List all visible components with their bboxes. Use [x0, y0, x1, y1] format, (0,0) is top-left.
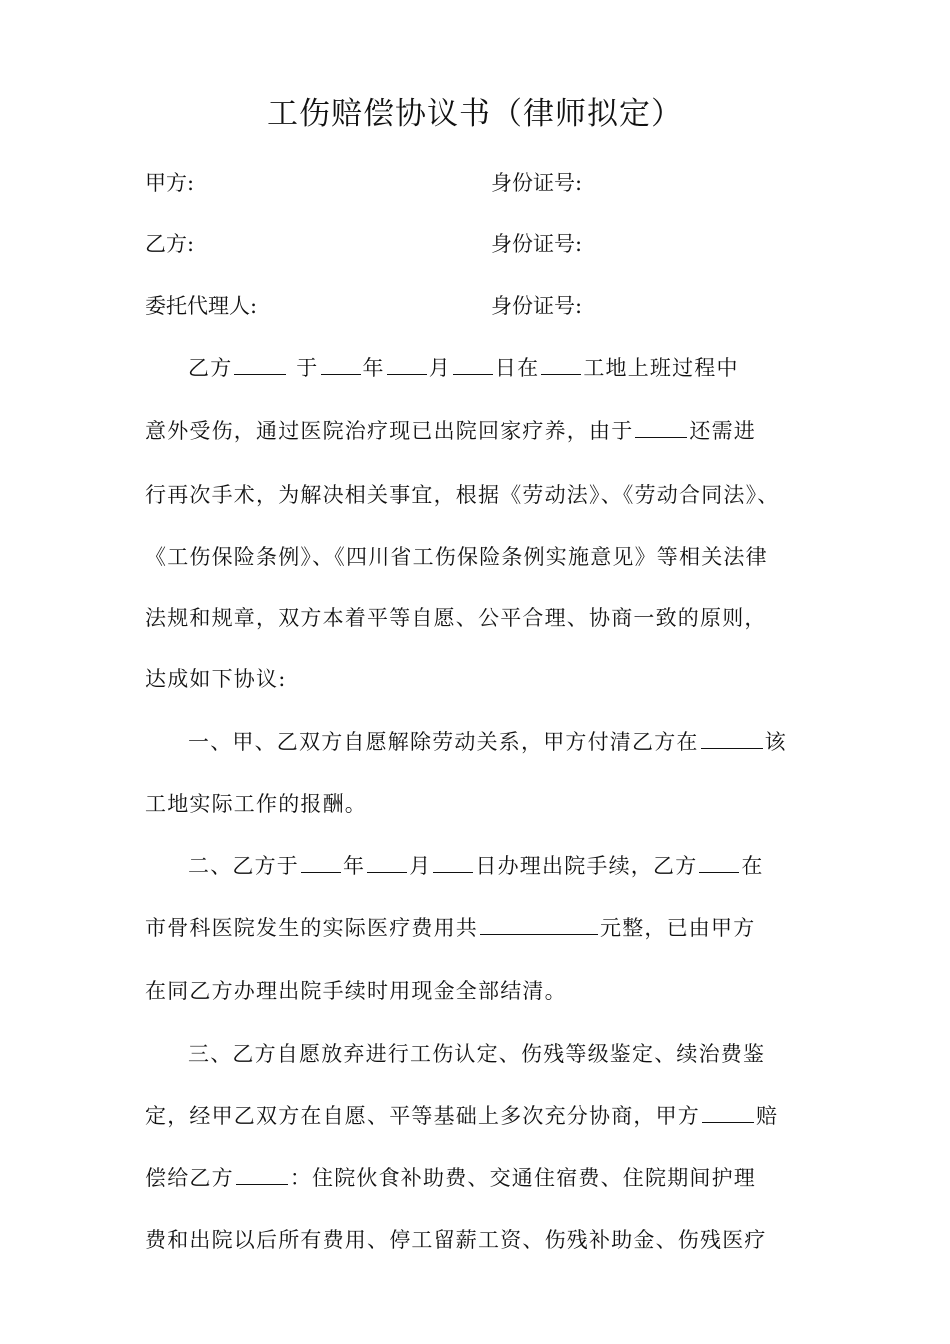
blank-line: [321, 350, 361, 375]
blank-line: [387, 350, 427, 375]
party-b-id-label: 身份证号:: [491, 232, 583, 256]
text-span: 元整，已由甲方: [600, 916, 756, 940]
blank-line: [367, 848, 407, 873]
text-span: 意外受伤，通过医院治疗现已出院回家疗养，由于: [145, 419, 634, 443]
para3-line1: [188, 848, 807, 884]
text-span: 月: [409, 854, 432, 878]
blank-line: [301, 848, 341, 873]
blank-line: [699, 848, 739, 873]
text-span: 定，经甲乙双方在自愿、平等基础上多次充分协商，甲方: [145, 1104, 700, 1128]
party-b-label: 乙方:: [145, 232, 195, 256]
blank-line: [236, 1160, 288, 1185]
text-span: ：住院伙食补助费、交通住宿费、住院期间护理: [289, 1166, 757, 1190]
party-row-a: [145, 165, 805, 201]
para2-line1: [188, 724, 807, 760]
para4-line4: 费和出院以后所有费用、停工留薪工资、伤残补助金、伤残医疗: [145, 1228, 767, 1252]
text-span: 日在: [494, 356, 540, 380]
text-span: 年: [343, 854, 366, 878]
text-span: 一、甲、乙双方自愿解除劳动关系，甲方付清乙方在: [188, 730, 699, 754]
text-span: 二、乙方于: [188, 854, 299, 878]
para3-line3: 在同乙方办理出院手续时用现金全部结清。: [145, 979, 567, 1003]
blank-line: [635, 413, 687, 438]
text-span: 在: [741, 854, 764, 878]
text-span: 该: [764, 730, 787, 754]
party-a-id-label: 身份证号:: [491, 171, 583, 195]
text-span: 日办理出院手续，乙方: [475, 854, 698, 878]
blank-line: [234, 350, 286, 375]
agent-label: 委托代理人:: [145, 294, 258, 318]
para4-line3: [145, 1160, 807, 1196]
para1-line3: 行再次手术，为解决相关事宜，根据《劳动法》、《劳动合同法》、: [145, 483, 780, 507]
para3-line2: [145, 910, 807, 946]
text-span: 还需进: [689, 419, 757, 443]
text-span: 偿给乙方: [145, 1166, 234, 1190]
para1-line1: [188, 350, 807, 386]
para4-line2: [145, 1098, 807, 1134]
para1-line4: 《工伤保险条例》、《四川省工伤保险条例实施意见》等相关法律: [145, 545, 768, 569]
text-span: 年: [362, 356, 385, 380]
para1-line2: [145, 413, 807, 449]
text-span: 工地上班过程中: [583, 356, 739, 380]
para2-line2: 工地实际工作的报酬。: [145, 792, 367, 816]
para4-line1: 三、乙方自愿放弃进行工伤认定、伤残等级鉴定、续治费鉴: [188, 1042, 766, 1066]
blank-line: [453, 350, 493, 375]
blank-line: [541, 350, 581, 375]
party-a-label: 甲方:: [145, 171, 195, 195]
document-title: 工伤赔偿协议书（律师拟定）: [267, 96, 683, 132]
text-span: 月: [428, 356, 451, 380]
agent-id-label: 身份证号:: [491, 294, 583, 318]
text-span: 于: [296, 356, 319, 380]
blank-line: [433, 848, 473, 873]
party-row-agent: [145, 288, 805, 324]
blank-line: [702, 1098, 754, 1123]
blank-line: [701, 724, 763, 749]
para1-line6: 达成如下协议:: [145, 667, 287, 691]
party-row-b: [145, 226, 805, 262]
blank-line: [480, 910, 598, 935]
text-span: 乙方: [188, 356, 233, 380]
text-span: 赔: [756, 1104, 779, 1128]
text-span: 市骨科医院发生的实际医疗费用共: [145, 916, 478, 940]
para1-line5: 法规和规章，双方本着平等自愿、公平合理、协商一致的原则，: [145, 606, 767, 630]
